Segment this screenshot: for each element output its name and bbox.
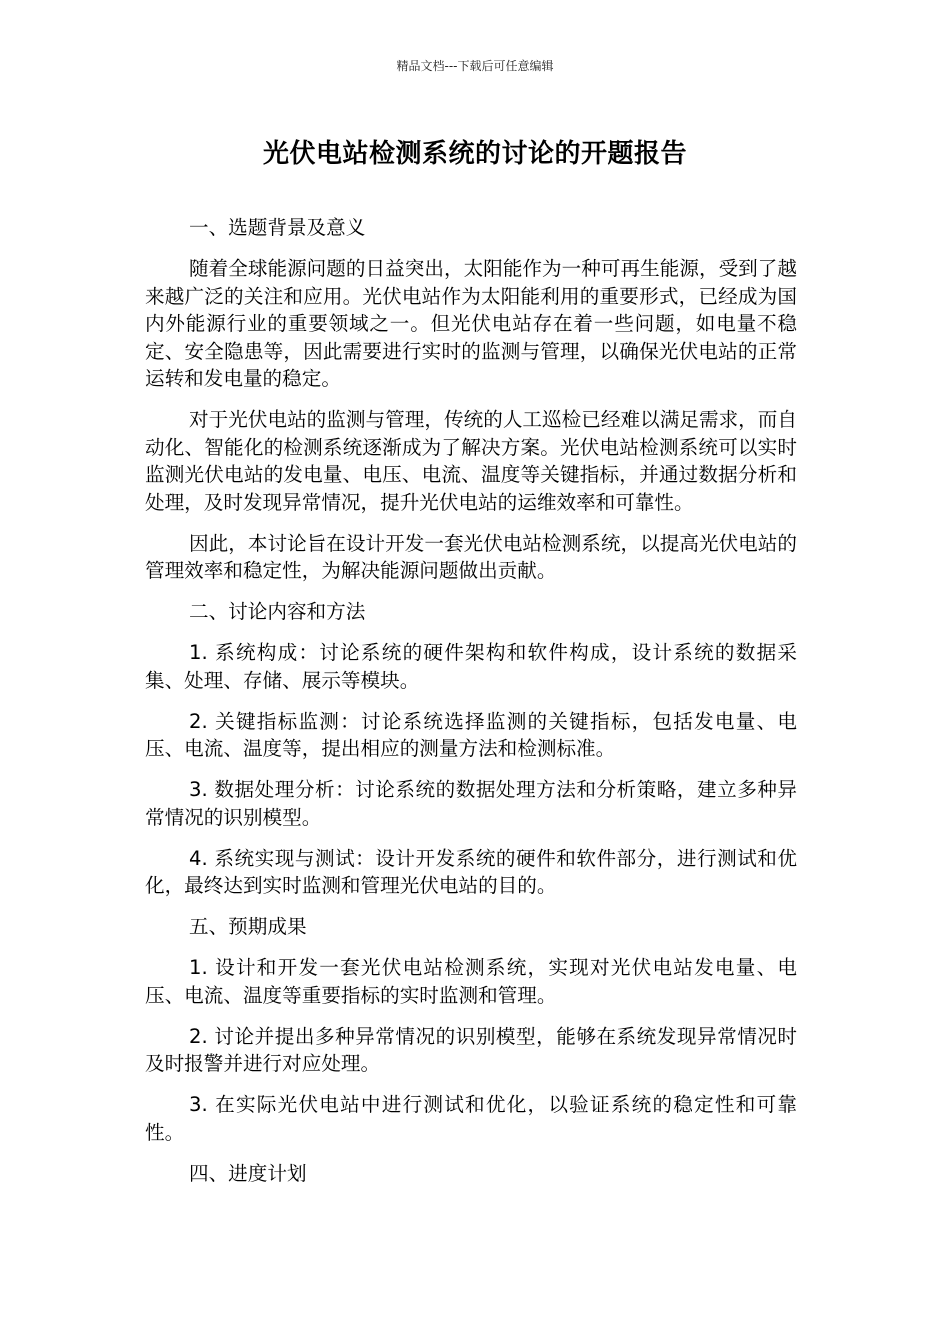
page-header: 精品文档---下载后可任意编辑 [396, 59, 554, 73]
document-body [145, 214, 797, 1201]
list-item-result-2: 2. 讨论并提出多种异常情况的识别模型，能够在系统发现异常情况时及时报警并进行对应处理。 [145, 1024, 797, 1075]
paragraph-background-1: 随着全球能源问题的日益突出，太阳能作为一种可再生能源，受到了越来越广泛的关注和应用。光伏电站作为太阳能利用的重要形式，已经成为国内外能源行业的重要领域之一。但光伏电站存在着一些问题，如电量不稳定、安全隐患等，因此需要进行实时的监测与管理，以确保光伏电站的正常运转和发电量的稳定。 [145, 257, 797, 390]
list-item-data-analysis: 3. 数据处理分析：讨论系统的数据处理方法和分析策略，建立多种异常情况的识别模型。 [145, 778, 797, 829]
list-item-result-1: 1. 设计和开发一套光伏电站检测系统，实现对光伏电站发电量、电压、电流、温度等重要指标的实时监测和管理。 [145, 956, 797, 1007]
section-heading-content-methods: 二、讨论内容和方法 [189, 600, 366, 623]
section-heading-background: 一、选题背景及意义 [189, 216, 366, 239]
paragraph-background-2: 对于光伏电站的监测与管理，传统的人工巡检已经难以满足需求，而自动化、智能化的检测系统逐渐成为了解决方案。光伏电站检测系统可以实时监测光伏电站的发电量、电压、电流、温度等关键指标，并通过数据分析和处理，及时发现异常情况，提升光伏电站的运维效率和可靠性。 [145, 408, 797, 514]
section-heading-schedule: 四、进度计划 [189, 1161, 307, 1185]
paragraph-background-3: 因此，本讨论旨在设计开发一套光伏电站检测系统，以提高光伏电站的管理效率和稳定性，为解决能源问题做出贡献。 [145, 531, 797, 582]
document-title: 光伏电站检测系统的讨论的开题报告 [262, 139, 687, 169]
list-item-key-indicators: 2. 关键指标监测：讨论系统选择监测的关键指标，包括发电量、电压、电流、温度等，提出相应的测量方法和检测标准。 [145, 709, 797, 760]
section-heading-expected-results: 五、预期成果 [189, 915, 307, 938]
list-item-system-structure: 1. 系统构成：讨论系统的硬件架构和软件构成，设计系统的数据采集、处理、存储、展示等模块。 [145, 641, 797, 692]
list-item-result-3: 3. 在实际光伏电站中进行测试和优化，以验证系统的稳定性和可靠性。 [145, 1093, 797, 1144]
list-item-implementation-testing: 4. 系统实现与测试：设计开发系统的硬件和软件部分，进行测试和优化，最终达到实时监测和管理光伏电站的目的。 [145, 846, 797, 897]
